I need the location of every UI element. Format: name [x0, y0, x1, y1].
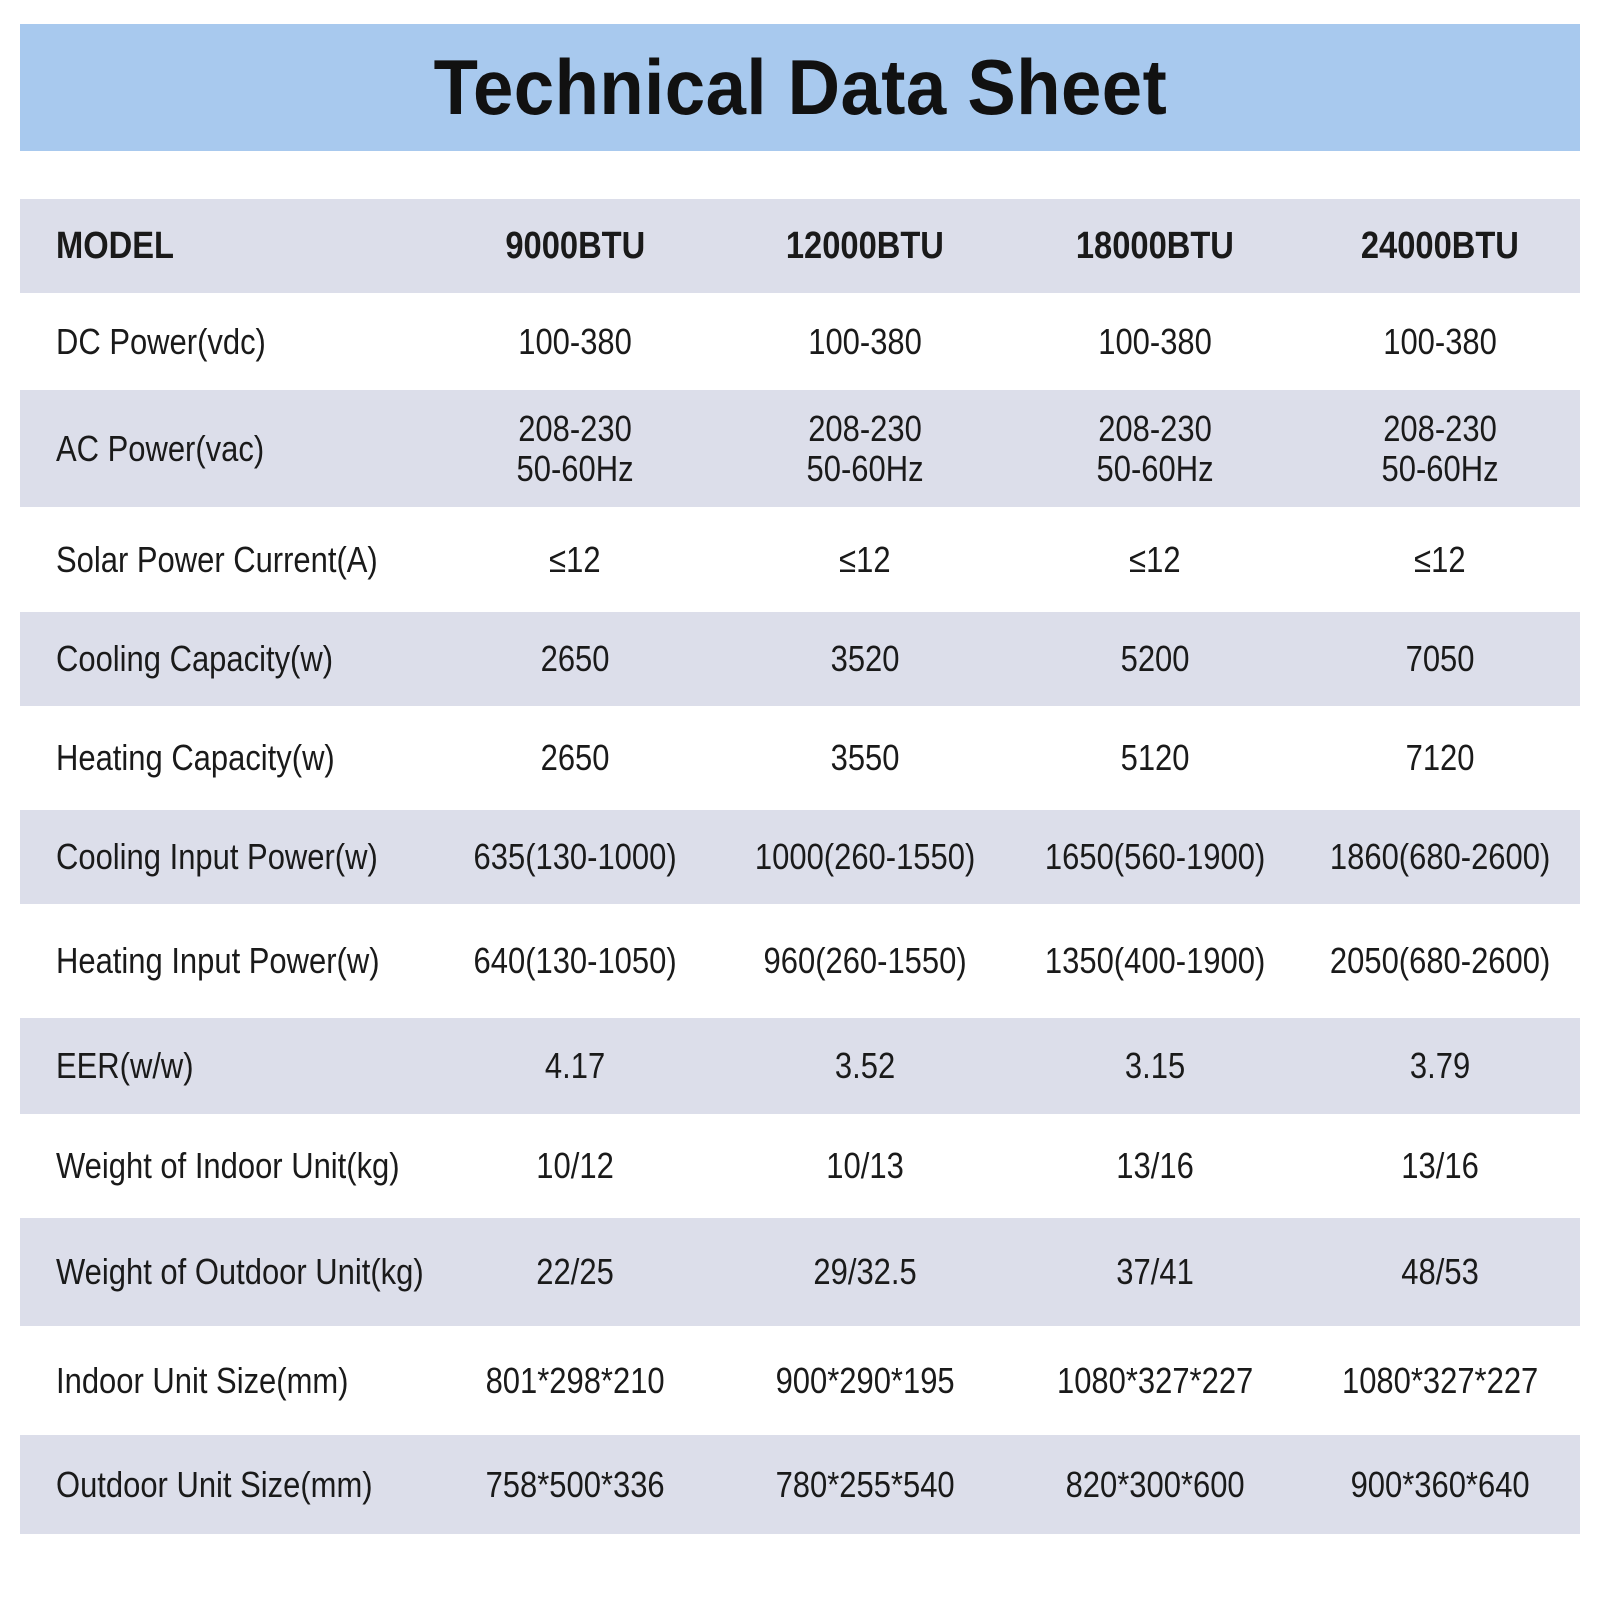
- cell-model-24000btu: [1300, 1326, 1580, 1435]
- cell-model-18000btu-text: 820*300*600: [1065, 1463, 1245, 1505]
- row-label: [20, 1326, 430, 1435]
- cell-line: 208-230: [518, 407, 632, 449]
- cell-model-9000btu-text: [516, 409, 633, 489]
- cell-model-18000btu: [1010, 1326, 1300, 1435]
- row-label: [20, 507, 430, 612]
- cell-model-24000btu: [1300, 390, 1580, 507]
- cell-model-9000btu-text: 22/25: [536, 1251, 614, 1292]
- header-model-9000btu-text: 9000BTU: [505, 225, 645, 267]
- cell-model-24000btu: [1300, 1435, 1580, 1534]
- cell-model-18000btu: [1010, 810, 1300, 904]
- cell-model-18000btu-text: 1080*327*227: [1056, 1359, 1254, 1401]
- table-row: [20, 706, 1580, 810]
- cell-model-24000btu: [1300, 1018, 1580, 1114]
- cell-model-9000btu-text: 4.17: [544, 1045, 606, 1086]
- cell-model-9000btu-text: 10/12: [536, 1145, 614, 1186]
- cell-model-18000btu: [1010, 507, 1300, 612]
- cell-model-12000btu-text: ≤12: [839, 538, 891, 580]
- cell-model-9000btu: [430, 1435, 720, 1534]
- cell-model-9000btu: [430, 706, 720, 810]
- cell-model-12000btu: [720, 1018, 1010, 1114]
- cell-model-18000btu: [1010, 904, 1300, 1018]
- header-model-24000btu-text: 24000BTU: [1360, 225, 1520, 267]
- cell-model-24000btu-text: 1860(680-2600): [1329, 836, 1551, 877]
- spec-table: [20, 199, 1580, 1534]
- header-model-24000btu: [1300, 199, 1580, 293]
- cell-model-24000btu: [1300, 810, 1580, 904]
- cell-model-24000btu: [1300, 1114, 1580, 1218]
- table-row: [20, 1218, 1580, 1326]
- cell-model-9000btu: [430, 507, 720, 612]
- table-row: [20, 293, 1580, 390]
- table-row: [20, 1018, 1580, 1114]
- cell-model-12000btu: [720, 612, 1010, 706]
- cell-model-24000btu: [1300, 904, 1580, 1018]
- cell-model-9000btu: [430, 612, 720, 706]
- table-row: [20, 1435, 1580, 1534]
- cell-model-24000btu-text: 3.79: [1409, 1045, 1471, 1086]
- cell-model-9000btu-text: 100-380: [518, 320, 632, 362]
- header-model-9000btu: [430, 199, 720, 293]
- cell-model-18000btu-text: 1650(560-1900): [1044, 836, 1266, 877]
- cell-model-24000btu: [1300, 612, 1580, 706]
- cell-model-18000btu-text: 100-380: [1098, 320, 1212, 362]
- cell-model-24000btu: [1300, 706, 1580, 810]
- cell-model-12000btu: [720, 706, 1010, 810]
- cell-model-18000btu: [1010, 390, 1300, 507]
- cell-line: 208-230: [808, 407, 922, 449]
- cell-model-12000btu-text: 780*255*540: [775, 1463, 955, 1505]
- cell-model-12000btu-text: 10/13: [826, 1145, 904, 1186]
- row-label-text: AC Power(vac): [56, 427, 265, 469]
- cell-line: 50-60Hz: [516, 447, 634, 489]
- cell-model-24000btu-text: 2050(680-2600): [1329, 940, 1551, 981]
- row-label: [20, 1218, 430, 1326]
- cell-model-18000btu: [1010, 293, 1300, 390]
- row-label: [20, 390, 430, 507]
- cell-model-24000btu-text: 48/53: [1401, 1251, 1479, 1292]
- cell-model-24000btu: [1300, 507, 1580, 612]
- cell-model-9000btu-text: 2650: [540, 638, 610, 679]
- title-banner: [20, 24, 1580, 151]
- cell-model-9000btu: [430, 1218, 720, 1326]
- row-label: [20, 1018, 430, 1114]
- cell-model-12000btu: [720, 1435, 1010, 1534]
- cell-line: 208-230: [1098, 407, 1212, 449]
- header-model-12000btu: [720, 199, 1010, 293]
- cell-model-12000btu-text: 3550: [830, 737, 900, 778]
- cell-model-24000btu-text: 100-380: [1383, 320, 1497, 362]
- cell-model-18000btu: [1010, 1218, 1300, 1326]
- cell-model-24000btu-text: 7120: [1405, 737, 1475, 778]
- cell-model-18000btu: [1010, 1435, 1300, 1534]
- cell-model-18000btu: [1010, 706, 1300, 810]
- row-label: [20, 1114, 430, 1218]
- row-label-text: Weight of Indoor Unit(kg): [56, 1145, 400, 1186]
- table-row: [20, 810, 1580, 904]
- header-model-18000btu: [1010, 199, 1300, 293]
- cell-model-12000btu-text: 900*290*195: [775, 1359, 955, 1401]
- page-title: Technical Data Sheet: [433, 43, 1167, 131]
- cell-model-9000btu-text: 801*298*210: [485, 1359, 665, 1401]
- cell-model-18000btu-text: 5200: [1120, 638, 1190, 679]
- row-label-text: Outdoor Unit Size(mm): [56, 1463, 373, 1505]
- cell-model-12000btu: [720, 1218, 1010, 1326]
- cell-model-24000btu: [1300, 1218, 1580, 1326]
- row-label: [20, 706, 430, 810]
- header-model-12000btu-text: 12000BTU: [785, 225, 945, 267]
- cell-model-9000btu: [430, 1018, 720, 1114]
- cell-model-24000btu-text: ≤12: [1414, 538, 1466, 580]
- cell-model-9000btu: [430, 1114, 720, 1218]
- row-label-text: Cooling Input Power(w): [56, 836, 378, 877]
- table-row: [20, 1326, 1580, 1435]
- table-row: [20, 390, 1580, 507]
- cell-model-12000btu-text: 1000(260-1550): [754, 836, 976, 877]
- table-header-row: [20, 199, 1580, 293]
- spec-table-body: [20, 199, 1580, 1534]
- row-label-text: Solar Power Current(A): [56, 538, 378, 580]
- cell-model-9000btu-text: 635(130-1000): [473, 836, 677, 877]
- table-row: [20, 507, 1580, 612]
- cell-model-9000btu: [430, 390, 720, 507]
- row-label-text: DC Power(vdc): [56, 320, 266, 362]
- cell-model-24000btu: [1300, 293, 1580, 390]
- cell-model-18000btu-text: 3.15: [1124, 1045, 1186, 1086]
- cell-model-9000btu-text: 758*500*336: [485, 1463, 665, 1505]
- header-model-label-text: MODEL: [56, 225, 175, 267]
- cell-model-12000btu: [720, 1114, 1010, 1218]
- cell-model-12000btu: [720, 904, 1010, 1018]
- cell-model-9000btu: [430, 1326, 720, 1435]
- cell-model-18000btu: [1010, 1018, 1300, 1114]
- cell-model-12000btu-text: 3.52: [834, 1045, 896, 1086]
- cell-line: 208-230: [1383, 407, 1497, 449]
- cell-model-18000btu-text: 5120: [1120, 737, 1190, 778]
- cell-model-18000btu-text: [1096, 409, 1213, 489]
- row-label-text: Weight of Outdoor Unit(kg): [56, 1251, 424, 1292]
- cell-model-9000btu: [430, 293, 720, 390]
- cell-model-18000btu-text: ≤12: [1129, 538, 1181, 580]
- header-model-18000btu-text: 18000BTU: [1075, 225, 1235, 267]
- cell-model-12000btu-text: [806, 409, 923, 489]
- cell-model-12000btu-text: 3520: [830, 638, 900, 679]
- cell-model-18000btu-text: 13/16: [1116, 1145, 1194, 1186]
- cell-model-12000btu-text: 960(260-1550): [763, 940, 967, 981]
- cell-line: 50-60Hz: [806, 447, 924, 489]
- cell-model-9000btu: [430, 904, 720, 1018]
- row-label: [20, 1435, 430, 1534]
- cell-model-12000btu: [720, 810, 1010, 904]
- table-row: [20, 904, 1580, 1018]
- cell-model-18000btu: [1010, 612, 1300, 706]
- cell-model-12000btu-text: 100-380: [808, 320, 922, 362]
- cell-model-24000btu-text: 13/16: [1401, 1145, 1479, 1186]
- cell-model-18000btu-text: 37/41: [1116, 1251, 1194, 1292]
- cell-model-12000btu: [720, 293, 1010, 390]
- row-label-text: Heating Capacity(w): [56, 737, 335, 778]
- row-label-text: Heating Input Power(w): [56, 940, 380, 981]
- cell-line: 50-60Hz: [1096, 447, 1214, 489]
- table-row: [20, 612, 1580, 706]
- row-label: [20, 810, 430, 904]
- row-label: [20, 904, 430, 1018]
- cell-model-18000btu-text: 1350(400-1900): [1044, 940, 1266, 981]
- cell-model-12000btu-text: 29/32.5: [813, 1251, 917, 1292]
- row-label-text: Indoor Unit Size(mm): [56, 1359, 349, 1401]
- cell-model-9000btu-text: 2650: [540, 737, 610, 778]
- cell-model-24000btu-text: 900*360*640: [1350, 1463, 1530, 1505]
- cell-model-24000btu-text: 7050: [1405, 638, 1475, 679]
- cell-model-24000btu-text: 1080*327*227: [1341, 1359, 1539, 1401]
- cell-model-12000btu: [720, 507, 1010, 612]
- header-model-label: [20, 199, 430, 293]
- row-label-text: EER(w/w): [56, 1045, 194, 1086]
- cell-model-9000btu: [430, 810, 720, 904]
- cell-model-18000btu: [1010, 1114, 1300, 1218]
- cell-model-12000btu: [720, 390, 1010, 507]
- row-label: [20, 612, 430, 706]
- cell-model-9000btu-text: 640(130-1050): [473, 940, 677, 981]
- row-label: [20, 293, 430, 390]
- table-row: [20, 1114, 1580, 1218]
- cell-model-24000btu-text: [1381, 409, 1498, 489]
- cell-model-12000btu: [720, 1326, 1010, 1435]
- cell-model-9000btu-text: ≤12: [549, 538, 601, 580]
- row-label-text: Cooling Capacity(w): [56, 638, 334, 679]
- cell-line: 50-60Hz: [1381, 447, 1499, 489]
